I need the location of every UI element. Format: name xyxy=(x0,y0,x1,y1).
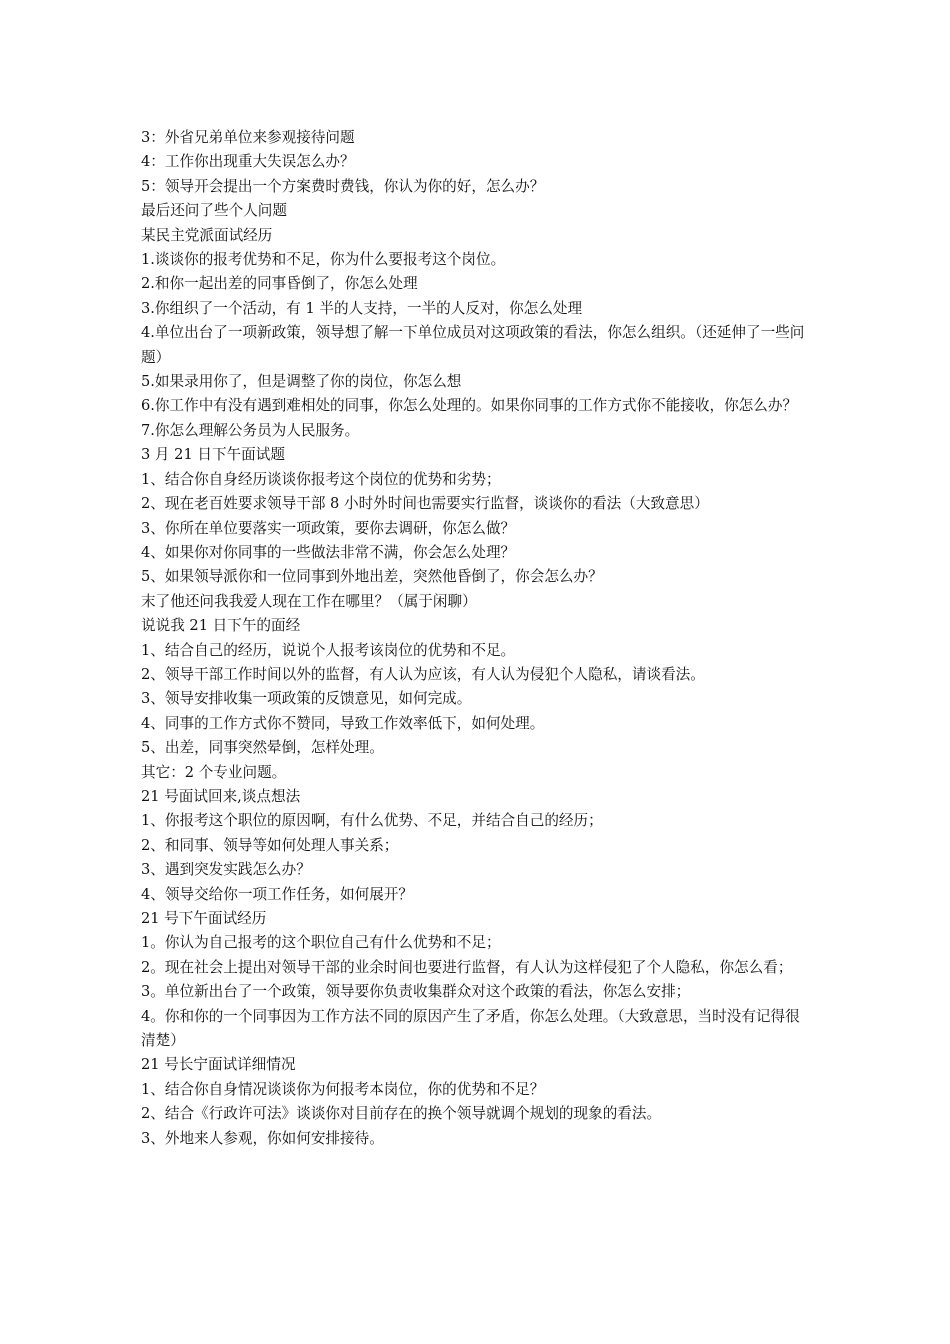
text-line: 4.单位出台了一项新政策，领导想了解一下单位成员对这项政策的看法，你怎么组织。（还延伸了一些问题） xyxy=(141,324,805,366)
text-line: 5.如果录用你了，但是调整了你的岗位，你怎么想 xyxy=(141,373,462,391)
text-line: 3、领导安排收集一项政策的反馈意见，如何完成。 xyxy=(141,690,472,708)
section-heading: 3 月 21 日下午面试题 xyxy=(141,446,285,464)
text-line: 1、你报考这个职位的原因啊，有什么优势、不足，并结合自己的经历； xyxy=(141,812,603,830)
text-line: 4、同事的工作方式你不赞同，导致工作效率低下，如何处理。 xyxy=(141,714,545,732)
section-heading: 说说我 21 日下午的面经 xyxy=(141,617,301,635)
text-line: 1、结合自己的经历，说说个人报考该岗位的优势和不足。 xyxy=(141,641,516,659)
text-line: 1、结合你自身情况谈谈你为何报考本岗位，你的优势和不足？ xyxy=(141,1080,545,1098)
text-line: 3。单位新出台了一个政策，领导要你负责收集群众对这个政策的看法，你怎么安排； xyxy=(141,983,691,1001)
text-line: 5、如果领导派你和一位同事到外地出差，突然他昏倒了，你会怎么办？ xyxy=(141,568,603,586)
text-line: 1。你认为自己报考的这个职位自己有什么优势和不足； xyxy=(141,934,501,952)
text-line: 7.你怎么理解公务员为人民服务。 xyxy=(141,421,360,439)
text-line: 1.谈谈你的报考优势和不足，你为什么要报考这个岗位。 xyxy=(141,251,506,269)
text-line: 5：领导开会提出一个方案费时费钱，你认为你的好，怎么办？ xyxy=(141,177,545,195)
text-line: 3.你组织了一个活动，有 1 半的人支持，一半的人反对，你怎么处理 xyxy=(141,299,583,317)
text-line: 4：工作你出现重大失误怎么办？ xyxy=(141,153,355,171)
section-heading: 21 号下午面试经历 xyxy=(141,910,267,927)
text-line: 3、你所在单位要落实一项政策，要你去调研，你怎么做？ xyxy=(141,519,516,537)
text-line: 5、出差，同事突然晕倒，怎样处理。 xyxy=(141,739,384,757)
text-line: 4、领导交给你一项工作任务，如何展开？ xyxy=(141,885,413,903)
text-line: 1、结合你自身经历谈谈你报考这个岗位的优势和劣势； xyxy=(141,470,501,488)
text-line: 4、如果你对你同事的一些做法非常不满，你会怎么处理？ xyxy=(141,543,516,561)
text-line: 2、领导干部工作时间以外的监督，有人认为应该，有人认为侵犯个人隐私，请谈看法。 xyxy=(141,665,705,683)
section-heading: 21 号长宁面试详细情况 xyxy=(141,1056,296,1074)
section-heading: 21 号面试回来,谈点想法 xyxy=(141,787,301,805)
text-line: 6.你工作中有没有遇到难相处的同事，你怎么处理的。如果你同事的工作方式你不能接收，你怎么办？ xyxy=(141,397,798,415)
text-line: 2.和你一起出差的同事昏倒了，你怎么处理 xyxy=(141,275,418,293)
text-line: 3、遇到突发实践怎么办？ xyxy=(141,861,311,879)
document-body xyxy=(141,126,813,1151)
text-line: 2、现在老百姓要求领导干部 8 小时外时间也需要实行监督，谈谈你的看法（大致意思） xyxy=(141,495,709,513)
text-line: 2、和同事、领导等如何处理人事关系； xyxy=(141,836,399,854)
text-line: 最后还问了些个人问题 xyxy=(141,202,287,220)
section-heading: 某民主党派面试经历 xyxy=(141,226,273,244)
text-line: 2。现在社会上提出对领导干部的业余时间也要进行监督，有人认为这样侵犯了个人隐私，你怎么看； xyxy=(141,958,793,976)
text-line: 末了他还问我我爱人现在工作在哪里？（属于闲聊） xyxy=(141,592,477,610)
text-line: 其它：2 个专业问题。 xyxy=(141,763,287,781)
text-line: 3：外省兄弟单位来参观接待问题 xyxy=(141,129,355,146)
text-line: 2、结合《行政许可法》谈谈你对目前存在的换个领导就调个规划的现象的看法。 xyxy=(141,1105,662,1123)
text-line: 3、外地来人参观，你如何安排接待。 xyxy=(141,1129,384,1147)
text-line: 4。你和你的一个同事因为工作方法不同的原因产生了矛盾，你怎么处理。（大致意思，当时没有记得很清楚） xyxy=(141,1007,800,1050)
